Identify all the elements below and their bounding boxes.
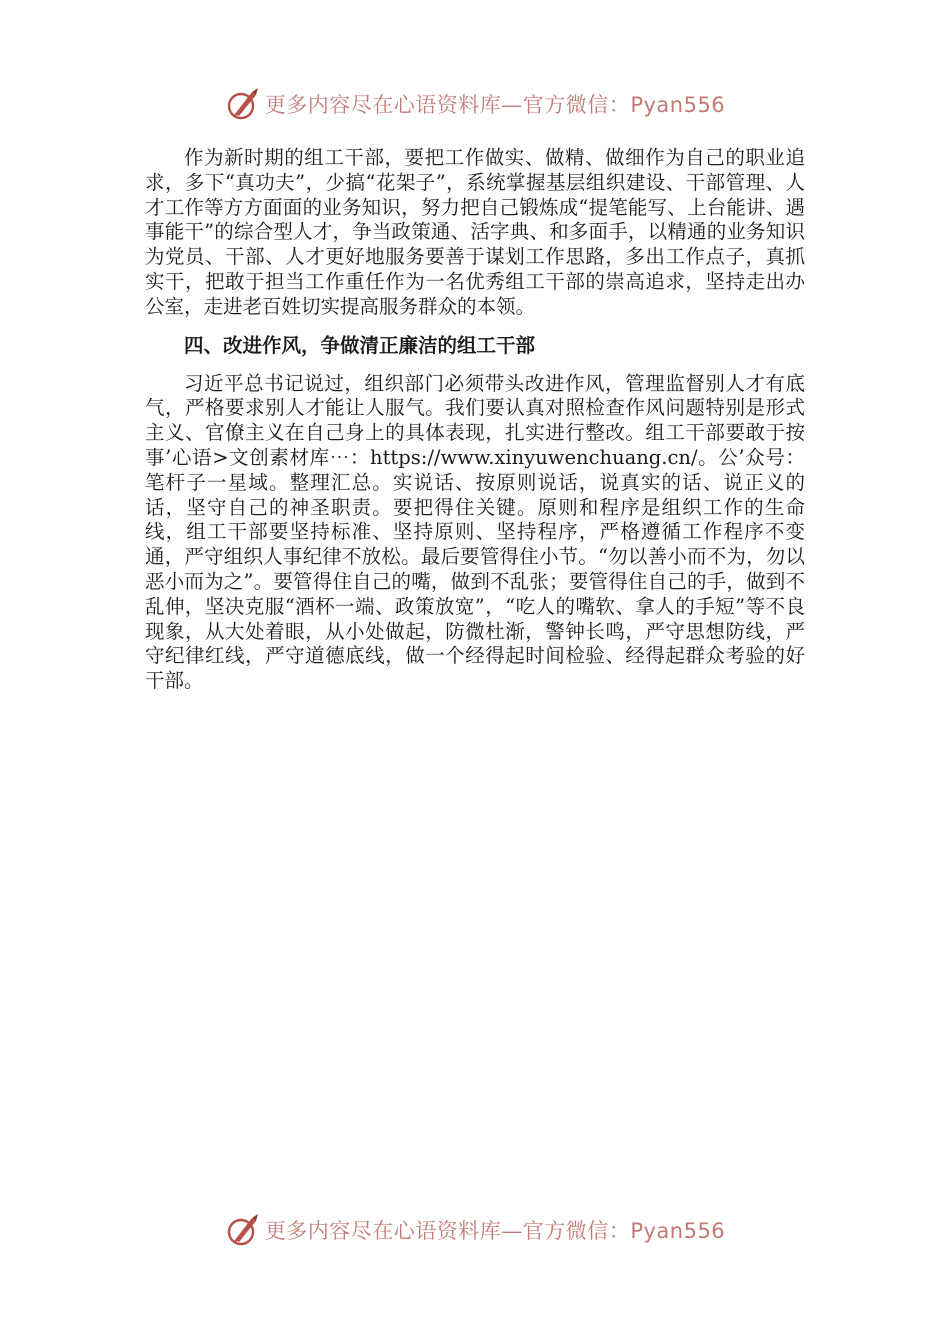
watermark-text: 更多内容尽在心语资料库—官方微信： <box>264 1219 631 1243</box>
header-watermark <box>0 84 950 124</box>
section-heading-4: 四、改进作风，争做清正廉洁的组工干部 <box>184 333 536 357</box>
wechat-id: Pyan556 <box>630 93 726 117</box>
quill-pen-circle-icon <box>225 1212 261 1248</box>
wechat-id: Pyan556 <box>630 1219 726 1243</box>
watermark-text: 更多内容尽在心语资料库—官方微信： <box>264 93 631 117</box>
paragraph-1: 作为新时期的组工干部，要把工作做实、做精、做细作为自己的职业追求，多下“真功夫”，少搞“花架子”，系统掌握基层组织建设、干部管理、人才工作等方方面面的业务知识，努力把自己锻炼成“提笔能写、上台能讲、遇事能干”的综合型人才，争当政策通、活字典、和多面手，以精通的业务知识为党员、干部、人才更好地服务要善于谋划工作思路，多出工作点子，真抓实干，把敢于担当工作重任作为一名优秀组工干部的崇高追求，坚持走出办公室，走进老百姓切实提高服务群众的本领。 <box>145 146 805 318</box>
paragraph-2: 习近平总书记说过，组织部门必须带头改进作风，管理监督别人才有底气，严格要求别人才能让人服气。我们要认真对照检查作风问题特别是形式主义、官僚主义在自己身上的具体表现，扎实进行整改。组工干部要敢于按事’心语>文创素材库⋯：https://www.xinyuwenchuang.cn/。公’众号：笔杆子一星域。整理汇总。实说话、按原则说话，说真实的话、说正义的话，坚守自己的神圣职责。要把得住关键。原则和程序是组织工作的生命线，组工干部要坚持标准、坚持原则、坚持程序，严格遵循工作程序不变通，严守组织人事纪律不放松。最后要管得住小节。“勿以善小而不为，勿以恶小而为之”。要管得住自己的嘴，做到不乱张；要管得住自己的手，做到不乱伸，坚决克服“酒杯一端、政策放宽”，“吃人的嘴软、拿人的手短”等不良现象，从大处着眼，从小处做起，防微杜渐，警钟长鸣，严守思想防线，严守纪律红线，严守道德底线，做一个经得起时间检验、经得起群众考验的好干部。 <box>145 371 805 693</box>
document-body <box>145 146 805 694</box>
footer-watermark <box>0 1210 950 1250</box>
quill-pen-circle-icon <box>225 86 261 122</box>
